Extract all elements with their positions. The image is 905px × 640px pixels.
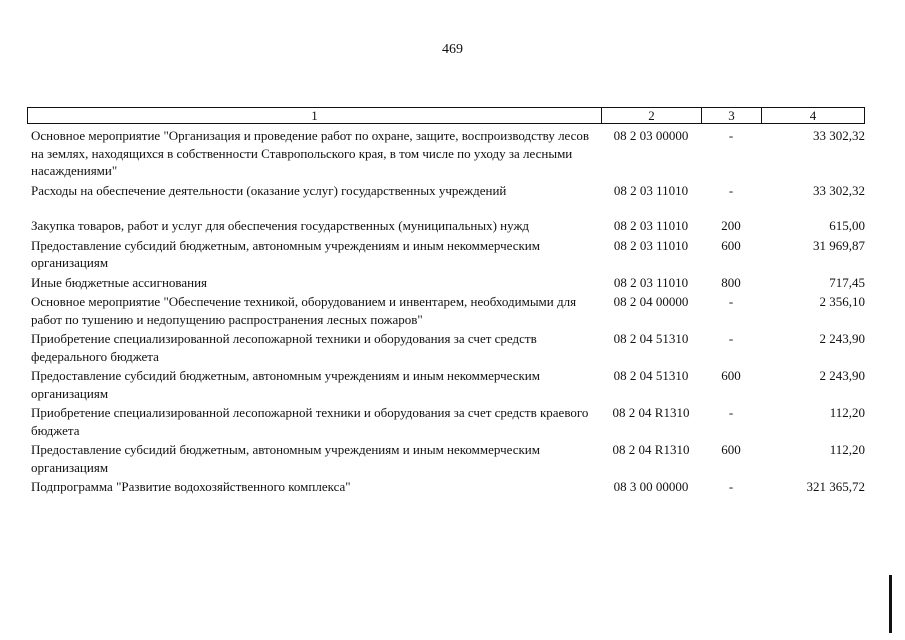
row-name: Иные бюджетные ассигнования (31, 274, 208, 290)
row-expense-type: 600 (721, 237, 741, 253)
row-expense-type: - (728, 405, 734, 420)
row-code: 08 2 03 11010 (613, 182, 689, 198)
table-row (27, 237, 867, 272)
row-name: Подпрограмма "Развитие водохозяйственного комплекса" (31, 479, 351, 494)
row-amount: 2 243,90 (819, 331, 865, 346)
row-amount: 112,20 (829, 442, 865, 457)
row-expense-type: 200 (721, 218, 741, 233)
row-code: 08 3 00 00000 (613, 479, 689, 494)
header-col-1: 1 (28, 108, 602, 123)
page-number: 469 (442, 42, 463, 57)
row-amount: 33 302,32 (813, 182, 865, 198)
row-code: 08 2 04 R1310 (612, 405, 690, 420)
table-row (27, 478, 867, 496)
row-amount: 33 302,32 (813, 128, 865, 143)
row-amount: 615,00 (829, 218, 865, 233)
table-row (27, 367, 867, 402)
row-code: 08 2 04 00000 (613, 294, 689, 309)
row-expense-type: - (728, 479, 734, 494)
row-code: 08 2 04 51310 (613, 368, 689, 383)
row-expense-type: 600 (721, 442, 741, 457)
row-code: 08 2 03 11010 (613, 237, 689, 253)
row-name: Основное мероприятие "Обеспечение техникой, оборудованием и инвентарем, необходимыми для работ по тушению и недопущению распространения лесных пожаров" (31, 294, 577, 327)
table-row (27, 274, 867, 292)
table-row (27, 330, 867, 365)
row-code: 08 2 04 R1310 (612, 442, 690, 457)
row-expense-type: - (728, 182, 734, 198)
header-col-3: 3 (702, 108, 762, 123)
table-row (27, 217, 867, 235)
row-name: Закупка товаров, работ и услуг для обеспечения государственных (муниципальных) нужд (31, 218, 530, 233)
table-row (27, 182, 867, 200)
row-name: Основное мероприятие "Организация и проведение работ по охране, защите, воспроизводству лесов на землях, находящихся в собственности Ставропольского края, в том числе по уходу за лесными насаждениями" (31, 128, 590, 178)
budget-table-body (27, 127, 867, 498)
row-name: Предоставление субсидий бюджетным, автономным учреждениям и иным некоммерческим организациям (31, 237, 540, 270)
row-amount: 112,20 (829, 405, 865, 420)
row-name: Приобретение специализированной лесопожарной техники и оборудования за счет средств краевого бюджета (31, 405, 589, 438)
row-code: 08 2 03 00000 (613, 128, 689, 143)
row-code: 08 2 03 11010 (613, 274, 689, 290)
row-name: Предоставление субсидий бюджетным, автономным учреждениям и иным некоммерческим организациям (31, 368, 540, 401)
table-row (27, 404, 867, 439)
row-amount: 31 969,87 (813, 237, 865, 253)
table-row (27, 127, 867, 180)
row-expense-type: - (728, 294, 734, 309)
row-code: 08 2 03 11010 (613, 218, 689, 233)
row-name: Предоставление субсидий бюджетным, автономным учреждениям и иным некоммерческим организациям (31, 442, 540, 475)
header-col-4: 4 (809, 108, 817, 123)
row-amount: 2 356,10 (819, 294, 865, 309)
table-row (27, 293, 867, 328)
row-expense-type: - (728, 331, 734, 346)
table-row (27, 441, 867, 476)
header-col-2: 2 (602, 108, 702, 123)
row-expense-type: 600 (721, 368, 741, 383)
row-amount: 2 243,90 (819, 368, 865, 383)
row-amount: 321 365,72 (806, 479, 865, 494)
row-expense-type: - (728, 128, 734, 143)
row-name: Расходы на обеспечение деятельности (оказание услуг) государственных учреждений (31, 182, 507, 198)
table-header (27, 107, 865, 124)
row-expense-type: 800 (721, 274, 741, 290)
row-code: 08 2 04 51310 (613, 331, 689, 346)
page-edge-mark (889, 575, 892, 633)
row-amount: 717,45 (829, 274, 865, 290)
row-name: Приобретение специализированной лесопожарной техники и оборудования за счет средств федерального бюджета (31, 331, 537, 364)
